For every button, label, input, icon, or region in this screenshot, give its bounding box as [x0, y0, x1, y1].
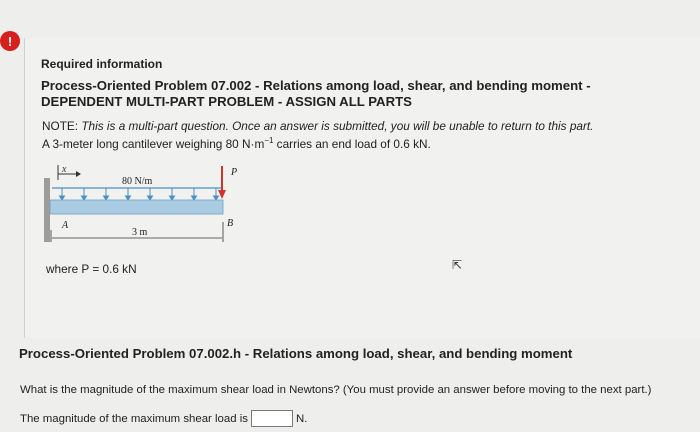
x-axis-arrowhead: [76, 171, 81, 177]
alert-icon: !: [0, 31, 20, 51]
end-b-label: B: [227, 218, 234, 229]
answer-row: [20, 410, 307, 427]
problem-title: Process-Oriented Problem 07.002 - Relations among load, shear, and bending moment - DEPENDENT MULTI-PART PROBLEM - ASSIGN ALL PARTS: [41, 78, 591, 109]
distributed-load-arrows: [60, 188, 219, 200]
statement-text: A 3-meter long cantilever weighing 80 N·m: [42, 136, 265, 151]
statement-exponent: −1: [264, 136, 274, 145]
required-info-heading: Required information: [41, 57, 163, 71]
answer-unit: N.: [295, 412, 308, 425]
note: [42, 119, 593, 133]
axis-x-label: x: [62, 164, 67, 175]
statement-text-end: carries an end load of 0.6 kN.: [273, 136, 431, 151]
problem-statement: [42, 136, 431, 151]
mouse-cursor-icon: ⇱: [452, 258, 463, 272]
note-text: This is a multi-part question. Once an answer is submitted, you will be unable to return to this part.: [81, 119, 594, 133]
note-label: NOTE:: [42, 119, 82, 133]
answer-prefix: The magnitude of the maximum shear load is: [20, 412, 248, 425]
part-title: Process-Oriented Problem 07.002.h - Relations among load, shear, and bending moment: [19, 346, 573, 361]
beam: [50, 200, 223, 214]
shear-answer-input[interactable]: [251, 410, 293, 427]
length-label: 3 m: [132, 227, 148, 238]
end-a-label: A: [62, 220, 69, 231]
given-value: where P = 0.6 kN: [46, 262, 137, 276]
question-text: What is the magnitude of the maximum shear load in Newtons? (You must provide an answer before moving to the next part.): [20, 384, 652, 396]
load-label: 80 N/m: [122, 176, 153, 187]
cantilever-diagram: [40, 160, 260, 260]
point-load-arrowhead: [218, 190, 226, 199]
fixed-wall: [44, 178, 50, 242]
point-load-label: P: [231, 167, 238, 178]
